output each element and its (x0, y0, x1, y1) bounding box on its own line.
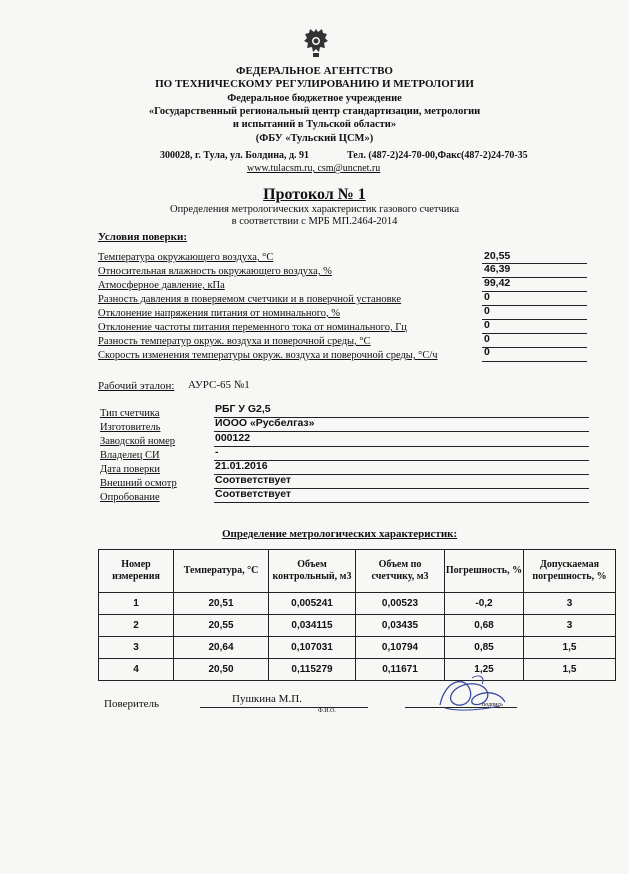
table-cell: 2 (99, 615, 174, 637)
condition-label: Разность давления в поверяемом счетчики и в поверчной установке (98, 294, 402, 305)
table-cell: 0,107031 (269, 637, 356, 659)
protocol-subtitle-2: в соответствии с МРБ МП.2464-2014 (231, 216, 398, 227)
condition-label: Отклонение напряжения питания от номинального, % (98, 308, 341, 319)
table-row (99, 637, 616, 659)
device-value: - (215, 446, 219, 458)
device-value: 000122 (215, 432, 251, 444)
device-label: Опробование (100, 492, 160, 503)
phone-fax: Тел. (487-2)24-70-00,Факс(487-2)24-70-35 (347, 150, 528, 161)
table-cell: 1,5 (524, 659, 616, 681)
condition-value: 0 (484, 346, 490, 358)
agency-line-1: ФЕДЕРАЛЬНОЕ АГЕНТСТВО (236, 65, 393, 77)
table-cell: 1,5 (524, 637, 616, 659)
fio-caption: Ф.И.О. (318, 708, 336, 714)
column-header: Допускаемая погрешность, % (524, 550, 616, 593)
conditions-heading: Условия поверки: (98, 231, 187, 243)
device-label: Тип счетчика (100, 408, 160, 419)
table-cell: 20,55 (174, 615, 269, 637)
measurements-heading: Определение метрологических характеристик: (222, 528, 458, 540)
table-row (99, 659, 616, 681)
agency-line-6: (ФБУ «Тульский ЦСМ») (255, 133, 374, 144)
condition-value: 0 (484, 333, 490, 345)
device-label: Внешний осмотр (100, 478, 177, 489)
double-headed-eagle-emblem-icon (300, 25, 332, 59)
table-cell: 0,03435 (356, 615, 445, 637)
device-value: ИООО «Русбелгаз» (215, 417, 315, 429)
condition-label: Отклонение частоты питания переменного тока от номинального, Гц (98, 322, 407, 333)
table-cell: 0,10794 (356, 637, 445, 659)
table-cell: 1 (99, 593, 174, 615)
etalon-label: Рабочий эталон: (98, 380, 175, 392)
column-header: Объем по счетчику, м3 (356, 550, 445, 593)
device-value: РБГ У G2,5 (215, 403, 271, 415)
device-value: 21.01.2016 (215, 460, 268, 472)
condition-label: Относительная влажность окружающего воздуха, % (98, 266, 332, 277)
table-cell: 20,50 (174, 659, 269, 681)
table-cell: 0,115279 (269, 659, 356, 681)
measurements-table (98, 549, 616, 681)
agency-line-2: ПО ТЕХНИЧЕСКОМУ РЕГУЛИРОВАНИЮ И МЕТРОЛОГИИ (155, 78, 474, 90)
table-cell: 20,64 (174, 637, 269, 659)
condition-label: Температура окружающего воздуха, °С (98, 252, 274, 263)
column-header: Номер измерения (99, 550, 174, 593)
device-label: Дата поверки (100, 464, 160, 475)
agency-line-5: и испытаний в Тульской области» (232, 119, 397, 130)
condition-value: 46,39 (484, 263, 511, 275)
table-cell: 1,25 (445, 659, 524, 681)
handwritten-signature-icon (430, 670, 510, 720)
address: 300028, г. Тула, ул. Болдина, д. 91 (160, 150, 310, 161)
etalon-value: АУРС-65 №1 (188, 379, 250, 391)
web-email: www.tulacsm.ru, csm@uncnet.ru (247, 163, 381, 174)
signer-role: Поверитель (104, 698, 160, 710)
protocol-subtitle-1: Определения метрологических характеристик газового счетчика (169, 204, 460, 215)
device-value: Соответствует (215, 488, 292, 500)
sign-caption: подпись (482, 702, 503, 708)
table-cell: 3 (524, 593, 616, 615)
condition-value: 0 (484, 305, 490, 317)
table-cell: 0,85 (445, 637, 524, 659)
signer-name: Пушкина М.П. (232, 693, 302, 705)
table-cell: 0,68 (445, 615, 524, 637)
condition-value: 20,55 (484, 250, 511, 262)
agency-line-4: «Государственный региональный центр стандартизации, метрологии (148, 106, 481, 117)
device-label: Владелец СИ (100, 450, 160, 461)
condition-value: 0 (484, 319, 490, 331)
table-cell: 0,00523 (356, 593, 445, 615)
table-cell: 3 (524, 615, 616, 637)
table-row (99, 593, 616, 615)
condition-label: Скорость изменения температуры окруж. воздуха и поверочной среды, °С/ч (98, 350, 438, 361)
condition-label: Разность температур окруж. воздуха и поверочной среды, °С (98, 336, 371, 347)
device-label: Заводской номер (100, 436, 176, 447)
condition-label: Атмосферное давление, кПа (98, 280, 225, 291)
table-cell: 0,11671 (356, 659, 445, 681)
column-header: Погрешность, % (445, 550, 524, 593)
condition-value: 0 (484, 291, 490, 303)
table-cell: -0,2 (445, 593, 524, 615)
column-header: Температура, °С (174, 550, 269, 593)
table-cell: 20,51 (174, 593, 269, 615)
condition-value: 99,42 (484, 277, 511, 289)
device-label: Изготовитель (100, 422, 161, 433)
device-value: Соответствует (215, 474, 292, 486)
table-header-row (99, 550, 616, 593)
table-cell: 0,034115 (269, 615, 356, 637)
table-cell: 0,005241 (269, 593, 356, 615)
protocol-title: Протокол № 1 (263, 186, 366, 203)
agency-line-3: Федеральное бюджетное учреждение (227, 93, 402, 104)
table-cell: 3 (99, 637, 174, 659)
table-row (99, 615, 616, 637)
table-cell: 4 (99, 659, 174, 681)
column-header: Объем контрольный, м3 (269, 550, 356, 593)
